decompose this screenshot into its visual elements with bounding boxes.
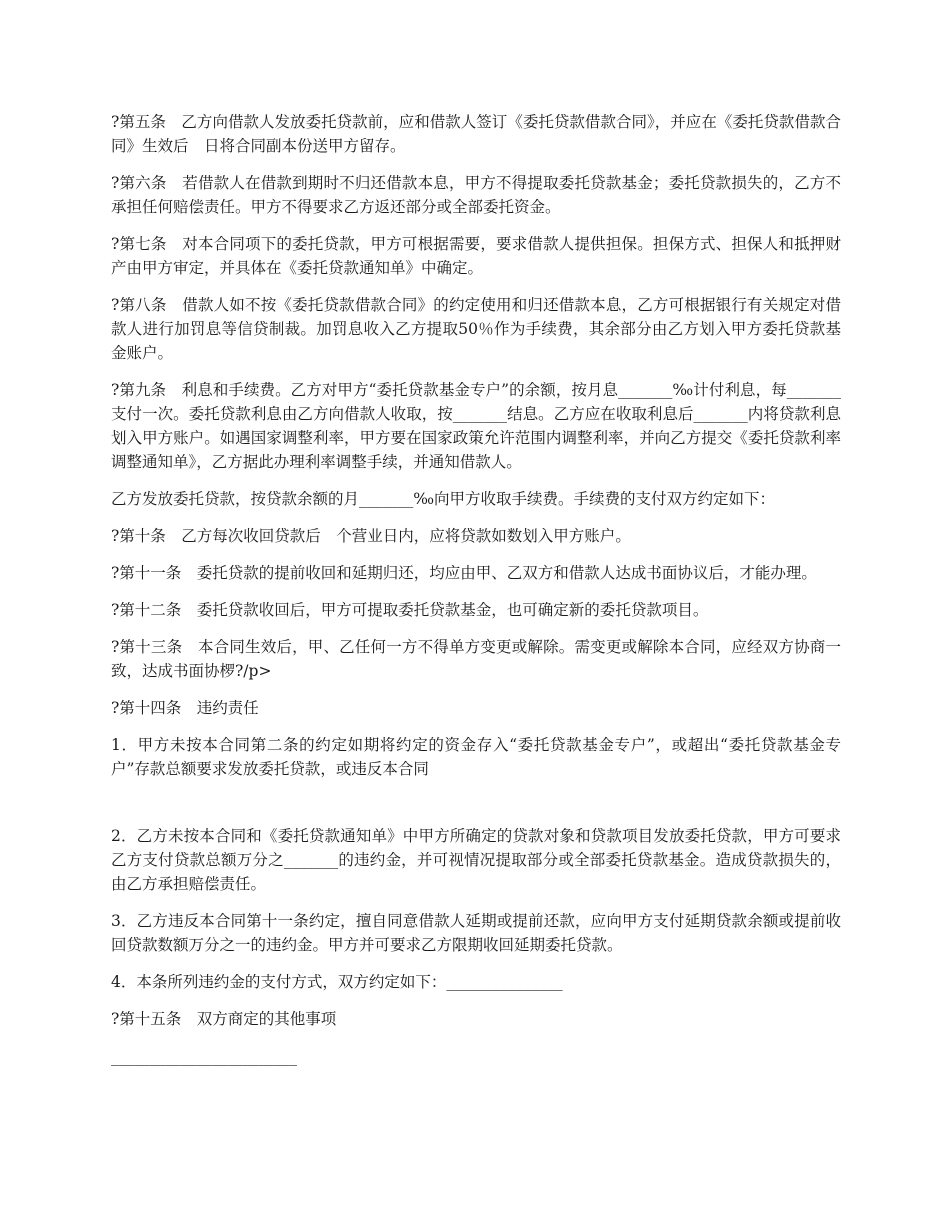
document-body	[111, 110, 841, 1082]
clause-14-item-1: 1．甲方未按本合同第二条的约定如期将约定的资金存入“委托贷款基金专户”，或超出“委托贷款基金专户”存款总额要求发放委托贷款，或违反本合同	[111, 736, 841, 778]
clause-14-item-3: 3．乙方违反本合同第十一条约定，擅自同意借款人延期或提前还款，应向甲方支付延期贷款余额或提前收回贷款数额万分之一的违约金。甲方并可要求乙方限期收回延期委托贷款。	[111, 912, 841, 954]
clause-13: ?第十三条 本合同生效后，甲、乙任何一方不得单方变更或解除。需变更或解除本合同，应经双方协商一致，达成书面协椤?/p>	[111, 638, 841, 680]
clause-14-item-4: 4．本条所列违约金的支付方式，双方约定如下：_______________	[111, 973, 563, 991]
clause-9: ?第九条 利息和手续费。乙方对甲方“委托贷款基金专户”的余额，按月息_______‰计付利息，每_______支付一次。委托贷款利息由乙方向借款人收取，按_______结息。乙方应在收取利息后_______内将贷款利息划入甲方账户。如遇国家调整利率，甲方要在国家政策允许范围内调整利率，并向乙方提交《委托贷款利率调整通知单》，乙方据此办理利率调整手续，并通知借款人。	[111, 381, 841, 471]
clause-12: ?第十二条 委托贷款收回后，甲方可提取委托贷款基金，也可确定新的委托贷款项目。	[111, 601, 709, 619]
clause-8: ?第八条 借款人如不按《委托贷款借款合同》的约定使用和归还借款本息，乙方可根据银行有关规定对借款人进行加罚息等信贷制裁。加罚息收入乙方提取50％作为手续费，其余部分由乙方划入甲方委托贷款基金账户。	[111, 296, 841, 362]
clause-15-heading: ?第十五条 双方商定的其他事项	[111, 1010, 337, 1028]
clause-6: ?第六条 若借款人在借款到期时不归还借款本息，甲方不得提取委托贷款基金；委托贷款损失的，乙方不承担任何赔偿责任。甲方不得要求乙方返还部分或全部委托资金。	[111, 174, 841, 216]
clause-5: ?第五条 乙方向借款人发放委托贷款前，应和借款人签订《委托贷款借款合同》，并应在《委托贷款借款合同》生效后 日将合同副本份送甲方留存。	[111, 113, 841, 155]
clause-14-heading: ?第十四条 违约责任	[111, 699, 259, 717]
clause-15-blank-line: ________________________	[111, 1048, 297, 1066]
clause-7: ?第七条 对本合同项下的委托贷款，甲方可根据需要，要求借款人提供担保。担保方式、担保人和抵押财产由甲方审定，并具体在《委托贷款通知单》中确定。	[111, 235, 841, 277]
clause-9-fee: 乙方发放委托贷款，按贷款余额的月_______‰向甲方收取手续费。手续费的支付双方约定如下：	[111, 490, 776, 508]
clause-10: ?第十条 乙方每次收回贷款后 个营业日内，应将贷款如数划入甲方账户。	[111, 527, 631, 545]
clause-14-item-2: 2．乙方未按本合同和《委托贷款通知单》中甲方所确定的贷款对象和贷款项目发放委托贷款，甲方可要求乙方支付贷款总额万分之_______的违约金，并可视情况提取部分或全部委托贷款基金。造成贷款损失的，由乙方承担赔偿责任。	[111, 827, 841, 893]
clause-11: ?第十一条 委托贷款的提前收回和延期归还，均应由甲、乙双方和借款人达成书面协议后，才能办理。	[111, 564, 817, 582]
